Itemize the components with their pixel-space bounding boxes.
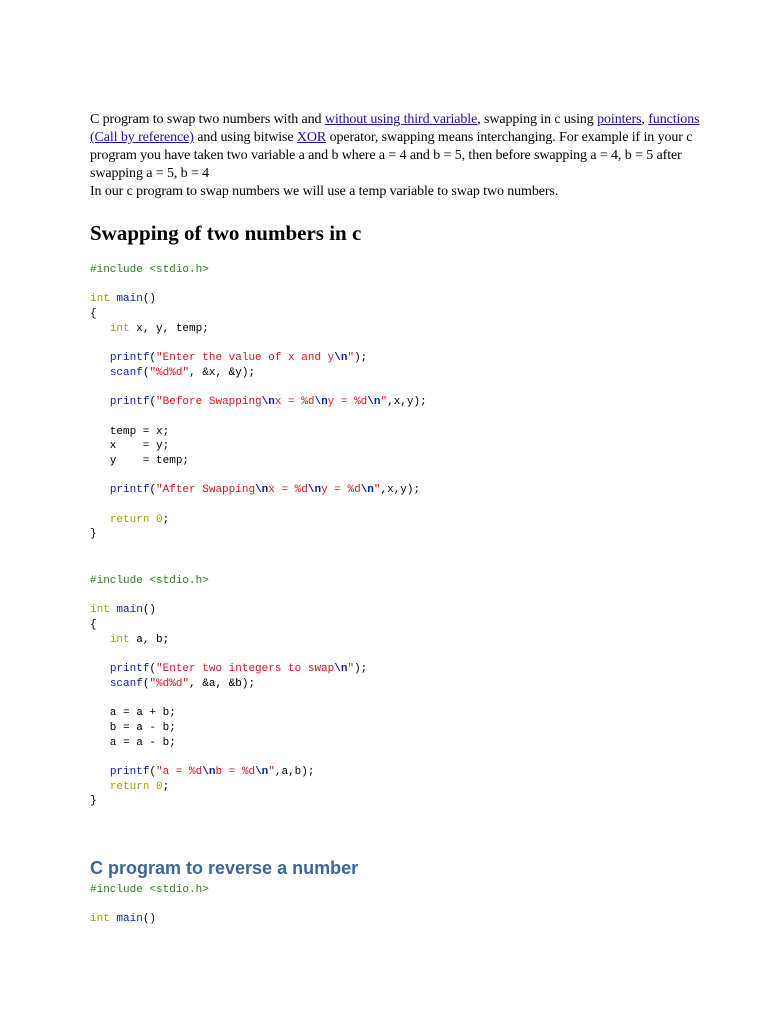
code-token: ,x,y); (380, 484, 421, 497)
code-token: b = %d (215, 765, 256, 778)
code-token: ); (354, 352, 368, 365)
code-line (90, 603, 367, 618)
code-token: \n (334, 663, 348, 676)
code-token: int (90, 293, 110, 306)
code-token: ); (354, 663, 368, 676)
code-line (90, 410, 427, 425)
code-token: \n (334, 352, 348, 365)
code-line (90, 425, 427, 440)
code-token: () (142, 293, 157, 306)
code-token: x = y; (90, 440, 170, 453)
code-line (90, 883, 209, 898)
code-token: ( (149, 484, 157, 497)
code-token: scanf (109, 366, 143, 379)
code-line (90, 527, 427, 542)
code-line (90, 469, 427, 484)
code-block-swap-without-temp (90, 574, 367, 809)
code-token: #include <stdio.h> (90, 884, 209, 896)
code-line (90, 750, 367, 765)
code-token: , &x, &y); (189, 366, 256, 379)
code-token: 0 (156, 513, 163, 526)
code-line (90, 263, 427, 278)
code-token: \n (255, 765, 269, 778)
code-line (90, 307, 427, 322)
code-token: main (116, 293, 143, 306)
code-token: ( (149, 663, 157, 676)
code-token (90, 634, 110, 646)
code-token: ,x,y); (387, 396, 427, 409)
code-token: "Enter the value of x and y (156, 352, 335, 365)
code-token: , &a, &b); (189, 677, 256, 690)
code-token: return (109, 513, 150, 526)
code-line (90, 322, 427, 337)
code-token: { (90, 308, 97, 321)
code-token: main (116, 913, 143, 926)
intro-text-2: , swapping in c using (477, 112, 598, 127)
code-line (90, 439, 427, 454)
code-token: ; (162, 513, 170, 526)
code-block-reverse-number (90, 883, 209, 927)
code-line (90, 721, 367, 736)
code-line (90, 381, 427, 396)
code-token: \n (314, 396, 328, 409)
code-token: x, y, temp; (129, 322, 209, 335)
code-token: printf (109, 396, 150, 409)
code-token: " (347, 352, 355, 365)
code-token: } (90, 528, 97, 541)
code-token (90, 367, 110, 379)
code-token: () (142, 913, 157, 926)
code-token: () (142, 604, 157, 617)
code-token: y = %d (321, 484, 361, 497)
code-token: printf (109, 484, 150, 497)
code-line (90, 454, 427, 469)
code-line (90, 351, 427, 366)
code-token: ( (149, 396, 157, 409)
code-token: { (90, 619, 97, 632)
code-line (90, 706, 367, 721)
code-token: int (90, 604, 110, 617)
code-token (90, 781, 110, 793)
intro-paragraph (90, 111, 700, 183)
code-token: int (109, 633, 130, 646)
code-token: " (347, 663, 355, 676)
code-line (90, 366, 427, 381)
code-token: printf (109, 765, 150, 778)
code-line (90, 336, 427, 351)
code-line (90, 633, 367, 648)
heading-reverse-number: C program to reverse a number (90, 858, 359, 878)
code-token: " (268, 765, 275, 778)
code-line (90, 618, 367, 633)
code-line (90, 780, 367, 795)
code-token (90, 766, 110, 778)
code-line (90, 765, 367, 780)
code-line (90, 292, 427, 307)
code-token: "%d%d" (149, 366, 190, 379)
code-token (90, 678, 110, 690)
code-block-swap-with-temp (90, 263, 427, 542)
code-token: \n (360, 484, 374, 497)
code-line (90, 395, 427, 410)
heading-swapping-two-numbers: Swapping of two numbers in c (90, 221, 362, 245)
code-line (90, 677, 367, 692)
code-line (90, 912, 209, 927)
code-token: return (109, 780, 150, 793)
code-token: 0 (156, 780, 163, 793)
code-token: x = %d (274, 396, 315, 409)
intro-text-1: C program to swap two numbers with and (90, 112, 325, 127)
code-token: #include <stdio.h> (90, 575, 209, 587)
link-without-third-variable[interactable]: without using third variable (324, 112, 478, 127)
code-token: y = %d (327, 396, 368, 409)
link-functions-call-by-reference[interactable]: functions (Call by reference) (90, 112, 700, 145)
code-token: } (90, 795, 97, 808)
code-token: ,a,b); (274, 765, 315, 778)
code-token: a = a + b; (90, 707, 176, 720)
code-token: printf (109, 663, 150, 676)
code-token: \n (307, 484, 322, 497)
code-token: \n (261, 396, 275, 409)
intro-text (90, 111, 700, 201)
code-token: "After Swapping (156, 484, 256, 497)
code-token: \n (255, 484, 269, 497)
code-token: ( (142, 677, 150, 690)
code-token: int (90, 913, 110, 926)
code-token: temp = x; (90, 425, 170, 438)
code-token: y = temp; (90, 454, 190, 467)
code-token (90, 484, 110, 496)
code-token: " (373, 484, 381, 497)
code-token (90, 663, 110, 675)
code-token: ( (149, 765, 157, 778)
code-line (90, 692, 367, 707)
code-line (90, 589, 367, 604)
code-token: ( (142, 366, 150, 379)
code-token: "Before Swapping (156, 396, 262, 409)
code-token: scanf (109, 677, 143, 690)
code-token: \n (202, 765, 216, 778)
code-line (90, 498, 427, 513)
code-line (90, 794, 367, 809)
code-line (90, 278, 427, 293)
intro-text-3: , (641, 112, 649, 127)
code-token: #include <stdio.h> (90, 264, 209, 276)
code-token: " (380, 396, 388, 409)
intro-paragraph-2: In our c program to swap numbers we will use a temp variable to swap two numbers. (90, 184, 559, 199)
code-token: int (109, 322, 130, 335)
code-token: a = a - b; (90, 736, 176, 749)
code-token (90, 514, 110, 526)
code-line (90, 574, 367, 589)
code-line (90, 736, 367, 751)
code-token: "a = %d (156, 765, 203, 778)
code-token: "%d%d" (149, 677, 190, 690)
code-token (90, 396, 110, 408)
code-token: b = a - b; (90, 721, 176, 734)
intro-text-5: operator, swapping means interchanging. For example if in your c program you have taken two variable a and b where a = 4 and b = 5, then before swapping a = 4, b = 5 after swapping a = 5, b = 4 (90, 130, 693, 181)
code-token: printf (109, 352, 150, 365)
code-line (90, 513, 427, 528)
code-line (90, 662, 367, 677)
link-xor[interactable]: XOR (296, 130, 327, 145)
code-token: ( (149, 352, 157, 365)
intro-text-4: and using bitwise (193, 130, 297, 145)
code-token: "Enter two integers to swap (156, 663, 335, 676)
code-token: \n (367, 396, 381, 409)
code-token: x = %d (268, 484, 308, 497)
code-line (90, 483, 427, 498)
code-line (90, 898, 209, 913)
link-pointers[interactable]: pointers (597, 112, 642, 127)
code-token (90, 352, 110, 364)
code-line (90, 647, 367, 662)
code-token (90, 323, 110, 335)
code-token: a, b; (129, 633, 170, 646)
code-token: ; (162, 780, 170, 793)
code-token: main (116, 604, 143, 617)
